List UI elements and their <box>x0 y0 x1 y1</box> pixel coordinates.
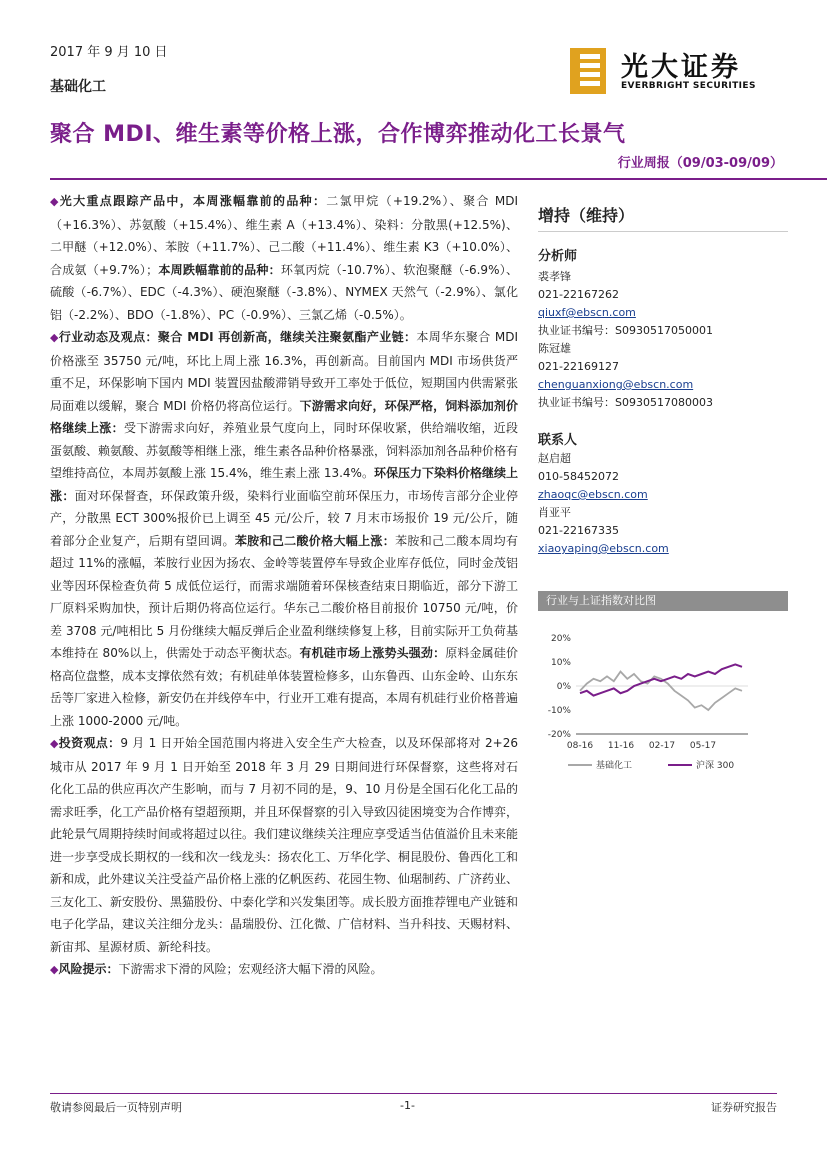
footer-divider <box>50 1093 777 1094</box>
analyst-email-link[interactable]: qiuxf@ebscn.com <box>538 306 636 319</box>
x-tick-label: 02-17 <box>648 741 676 751</box>
legend-label: 沪深 300 <box>696 761 735 771</box>
paragraph-risk-warning: ◆风险提示：下游需求下滑的风险；宏观经济大幅下滑的风险。 <box>50 962 383 976</box>
contact-email-link[interactable]: xiaoyaping@ebscn.com <box>538 542 669 555</box>
x-tick-label: 08-16 <box>566 741 594 751</box>
title-divider <box>50 178 827 180</box>
analyst-cert: 执业证书编号：S0930517050001 <box>538 324 713 337</box>
y-tick-label: 20% <box>550 634 571 644</box>
analyst-cert: 执业证书编号：S0930517080003 <box>538 396 713 409</box>
comparison-chart <box>538 620 788 780</box>
diamond-bullet-icon: ◆ <box>50 963 59 976</box>
sector-label: 基础化工 <box>50 79 106 95</box>
paragraph-investment-view: ◆投资观点：9 月 1 日开始全国范围内将进入安全生产大检查，以及环保部将对 2+26 城市从 2017 年 9 月 1 日开始至 2018 年 3 月 29 日期间进行环保督察，这些将对石化化工品的供应再次产生影响，而与 7 月初不同的是，9、10 月份是全国石化化工品的需求旺季，化工产品价格有望超预期，并且环保督察的引入导致囚徒困境变为合作博弈，此轮景气周期持续时间或将超过以往。我们建议继续关注理应享受适当估值溢价且未来能进一步享受成长期权的一线和次一线龙头：扬农化工、万华化学、桐昆股份、鲁西化工和新和成，此外建议关注受益产品价格上涨的亿帆医药、花园生物、仙琚制药、广济药业、三友化工、新安股份、黑猫股份、中泰化学和兴发集团等。成长股方面推荐锂电产业链和电子化学品，建议关注细分龙头：晶瑞股份、江化微、广信材料、当升科技、天赐材料、新宙邦、星源材质、新纶科技。 <box>50 736 519 954</box>
report-type: 行业周报（09/03-09/09） <box>617 156 783 171</box>
series-line-csi300 <box>580 664 742 695</box>
diamond-bullet-icon: ◆ <box>50 737 59 750</box>
analyst-phone: 021-22167262 <box>538 288 619 301</box>
page-title: 聚合 MDI、维生素等价格上涨，合作博弈推动化工长景气 <box>50 122 626 147</box>
contact-name: 赵启超 <box>538 452 571 465</box>
x-tick-label: 05-17 <box>689 741 717 751</box>
everbright-logo-icon <box>570 48 606 94</box>
analyst-phone: 021-22169127 <box>538 360 619 373</box>
contact-block <box>538 450 788 558</box>
analyst-name: 陈冠雄 <box>538 342 571 355</box>
legend-label: 基础化工 <box>596 761 633 771</box>
logo-text-en: EVERBRIGHT SECURITIES <box>621 81 756 91</box>
y-tick-label: 0% <box>556 682 571 692</box>
y-tick-label: -10% <box>547 706 571 716</box>
x-tick-label: 11-16 <box>607 741 635 751</box>
rating-divider <box>538 231 788 232</box>
main-content <box>50 190 518 982</box>
contact-email-link[interactable]: zhaoqc@ebscn.com <box>538 488 648 501</box>
footer-disclaimer: 敬请参阅最后一页特别声明 <box>50 1101 182 1114</box>
analysts-heading: 分析师 <box>538 249 578 264</box>
paragraph-industry-dynamics: ◆行业动态及观点：聚合 MDI 再创新高，继续关注聚氨酯产业链：本周华东聚合 MDI 价格涨至 35750 元/吨，环比上周上涨 16.3%，再创新高。目前国内 MDI 市场供货严重不足，环保影响下国内 MDI 装置因盐酸滞销导致开工率处于低位，短期国内供需紧张局面难以缓解，聚合 MDI 价格仍将高位运行。下游需求向好，环保严格，饲料添加剂价格继续上涨：受下游需求向好，养殖业景气度向上，同时环保收紧，供给端收缩，近段蛋氨酸、赖氨酸、苏氨酸等相继上涨，维生素各品种价格暴涨，饲料添加剂各品种价格有望维持高位，本周苏氨酸上涨 15.4%，维生素上涨 13.4%。环保压力下染料价格继续上涨：面对环保督查，环保政策升级，染料行业面临空前环保压力，市场传言部分企业停产，分散黑 ECT 300%报价已上调至 45 元/公斤，较 7 月末市场报价 19 元/公斤，随着部分企业复产，后期有望回调。苯胺和己二酸价格大幅上涨：苯胺和己二酸本周均有超过 11%的涨幅，苯胺行业因为扬农、金岭等装置停车导致企业库存低位，同时金茂铝业等因环保检查负荷 5 成低位运行，而需求端随着环保核查结束日期临近，部分下游工厂原料采购加快，预计后期仍将高位运行。华东己二酸价格目前报价 10750 元/吨，价差 3708 元/吨相比 5 月份继续大幅反弹后企业盈利继续修复上移，目前实际开工负荷基本维持在 80%以上，供需处于动态平衡状态。有机硅市场上涨势头强劲：原料金属硅价格高位盘整，成本支撑依然有效；有机硅单体装置检修多，山东鲁西、山东金岭、山东东岳等厂家进入检修，新安仍在并线停车中，行业开工难有提高，本周有机硅行业价格普遍上涨 1000-2000 元/吨。 <box>50 330 519 728</box>
diamond-bullet-icon: ◆ <box>50 195 60 208</box>
contacts-heading: 联系人 <box>538 433 578 448</box>
contact-phone: 021-22167335 <box>538 524 619 537</box>
analyst-name: 裘孝锋 <box>538 270 571 283</box>
paragraph-tracked-products: ◆光大重点跟踪产品中，本周涨幅靠前的品种：二氯甲烷（+19.2%）、聚合 MDI（+16.3%）、苏氨酸（+15.4%）、维生素 A（+13.4%）、染料：分散黑(+12.5%)、二甲醚（+12.0%）、苯胺（+11.7%）、己二酸（+11.4%）、维生素 K3（+10.0%）、合成氨（+9.7%）；本周跌幅靠前的品种：环氧丙烷（-10.7%）、软泡聚醚（-6.9%）、硫酸（-6.7%）、EDC（-4.3%）、硬泡聚醚（-3.8%）、NYMEX 天然气（-2.9%）、氯化铝（-2.2%）、BDO（-1.8%）、PC（-0.9%）、三氯乙烯（-0.5%）。 <box>50 194 518 322</box>
rating-label: 增持（维持） <box>538 206 635 225</box>
report-date: 2017 年 9 月 10 日 <box>50 45 168 60</box>
y-tick-label: -20% <box>547 730 571 740</box>
diamond-bullet-icon: ◆ <box>50 331 59 344</box>
y-tick-label: 10% <box>550 658 571 668</box>
contact-name: 肖亚平 <box>538 506 571 519</box>
contact-phone: 010-58452072 <box>538 470 619 483</box>
logo-text-cn: 光大证券 <box>621 52 741 83</box>
analyst-email-link[interactable]: chenguanxiong@ebscn.com <box>538 378 694 391</box>
footer-report-label: 证券研究报告 <box>711 1101 777 1114</box>
analyst-block <box>538 268 788 412</box>
page-number: -1- <box>400 1099 415 1112</box>
chart-title: 行业与上证指数对比图 <box>538 591 788 611</box>
